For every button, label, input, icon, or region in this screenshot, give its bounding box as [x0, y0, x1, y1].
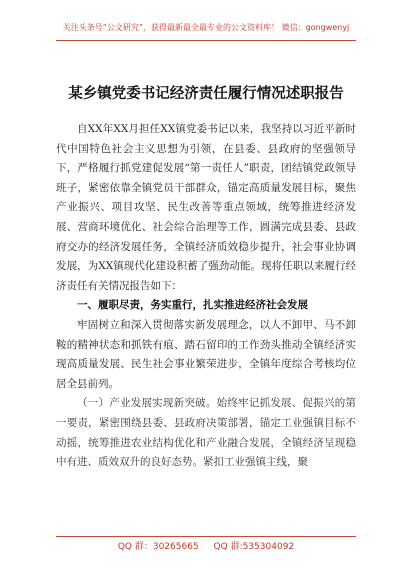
footer-qq-group-1: QQ 群：30265665: [117, 542, 199, 552]
footer: [56, 540, 356, 554]
header-divider: [56, 40, 356, 41]
section-heading: 一、履职尽责，务实重行，扎实推进经济社会发展: [77, 299, 308, 312]
document-title: 某乡镇党委书记经济责任履行情况述职报告: [68, 86, 344, 102]
footer-qq-group-2: QQ 群:535304092: [213, 542, 295, 552]
subsection-paragraph: （一）产业发展实现新突破。始终牢记抓发展、促振兴的第一要责，紧密围绕县委、县政府决策部署，锚定工业强镇目标不动摇，统筹推进农业结构优化和产业融合发展，全镇经济呈现稳中有进、质效双升的良好态势。紧扣工业强镇主线，聚: [56, 397, 356, 469]
intro-paragraph: 自XX年XX月担任XX镇党委书记以来，我坚持以习近平新时代中国特色社会主义思想为引领，在县委、县政府的坚强领导下，严格履行抓党建促发展“第一责任人”职责，团结镇党政领导班子，紧密依靠全镇党员干部群众，锚定高质量发展目标，聚焦产业振兴、项目攻坚、民生改善等重点领域，统筹推进经济发展、营商环境优化、社会综合治理等工作，圆满完成县委、县政府交办的经济发展任务，全镇经济质效稳步提升，社会事业协调发展，为XX镇现代化建设积蓄了强劲动能。现将任职以来履行经济责任有关情况报告如下：: [56, 123, 356, 292]
header-banner: 关注头条号“公文研究”，获得最新最全最专业的公文资料库！ 微信：gongwenyj: [62, 23, 350, 32]
footer-divider: [56, 536, 356, 537]
section-paragraph: 牢固树立和深入贯彻落实新发展理念，以人不卸甲、马不卸鞍的精神状态和抓铁有痕、踏石留印的工作劲头推动全镇经济实现高质量发展、民生社会事业繁荣进步，全镇年度综合考核均位居全县前列。: [56, 318, 356, 390]
document-body: [56, 120, 356, 473]
